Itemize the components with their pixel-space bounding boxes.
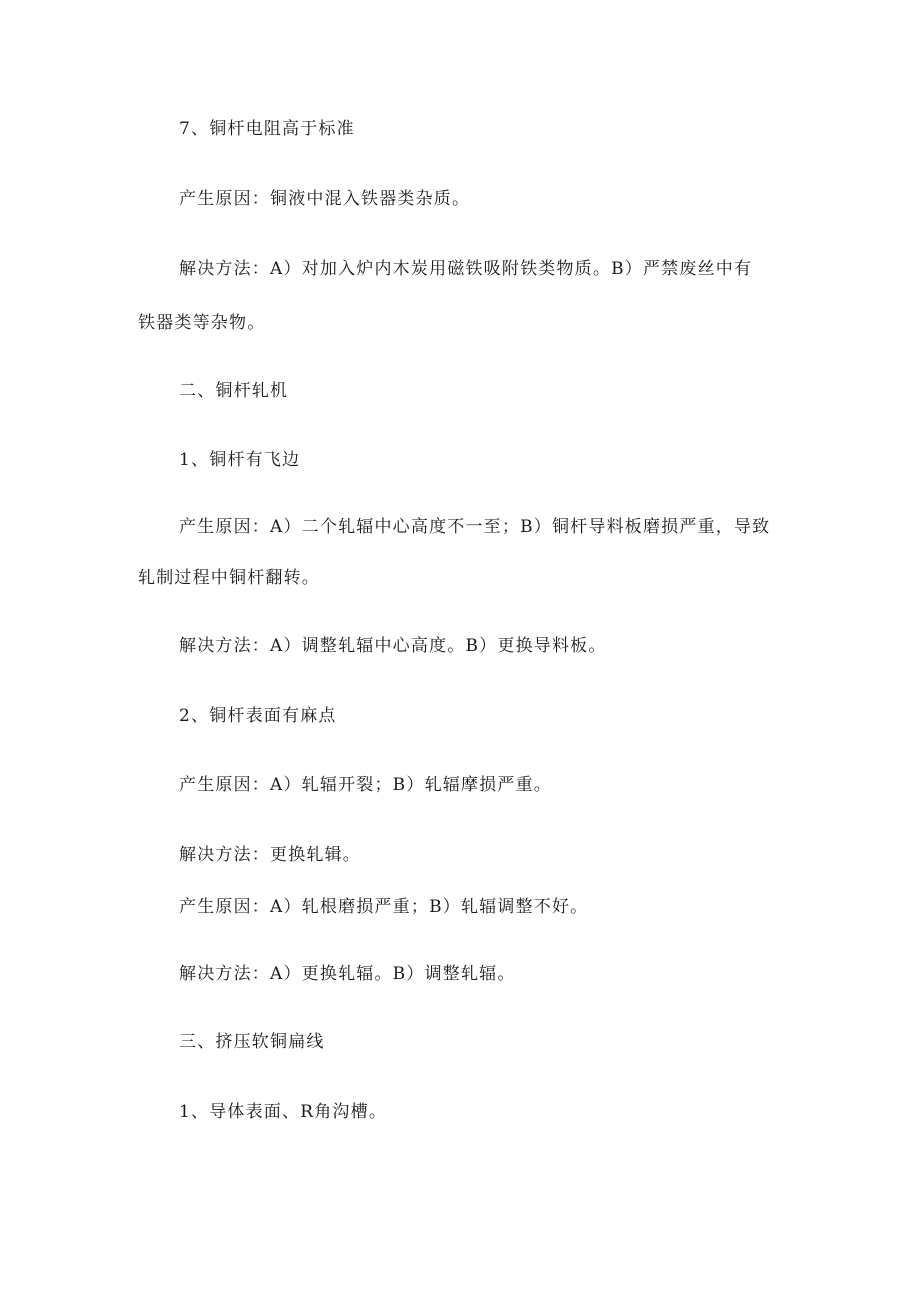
heading-surface-pitting: 2、铜杆表面有麻点: [179, 706, 337, 726]
section-heading-extruded-flat-wire: 三、挤压软铜扁线: [179, 1032, 325, 1052]
cause-paragraph: 产生原因：铜液中混入铁器类杂质。: [179, 189, 471, 209]
cause-paragraph-continuation: 轧制过程中铜杆翻转。: [138, 568, 320, 588]
solution-paragraph-continuation: 铁器类等杂物。: [138, 313, 266, 333]
heading-flash-edges: 1、铜杆有飞边: [179, 450, 301, 470]
heading-conductor-surface-grooves: 1、导体表面、R角沟槽。: [179, 1102, 388, 1122]
solution-paragraph: 解决方法：A）对加入炉内木炭用磁铁吸附铁类物质。B）严禁废丝中有: [179, 259, 753, 279]
solution-paragraph: 解决方法：A）更换轧辐。B）调整轧辐。: [179, 964, 516, 984]
section-heading-rolling-mill: 二、铜杆轧机: [179, 381, 289, 401]
solution-paragraph: 解决方法：A）调整轧辐中心高度。B）更换导料板。: [179, 636, 607, 656]
heading-copper-rod-resistance: 7、铜杆电阻高于标准: [179, 119, 355, 139]
cause-paragraph: 产生原因：A）轧根磨损严重；B）轧辐调整不好。: [179, 897, 589, 917]
solution-paragraph: 解决方法：更换轧辑。: [179, 845, 361, 865]
cause-paragraph: 产生原因：A）轧辐开裂；B）轧辐摩损严重。: [179, 775, 552, 795]
cause-paragraph: 产生原因：A）二个轧辐中心高度不一至；B）铜杆导料板磨损严重，导致: [179, 517, 771, 537]
